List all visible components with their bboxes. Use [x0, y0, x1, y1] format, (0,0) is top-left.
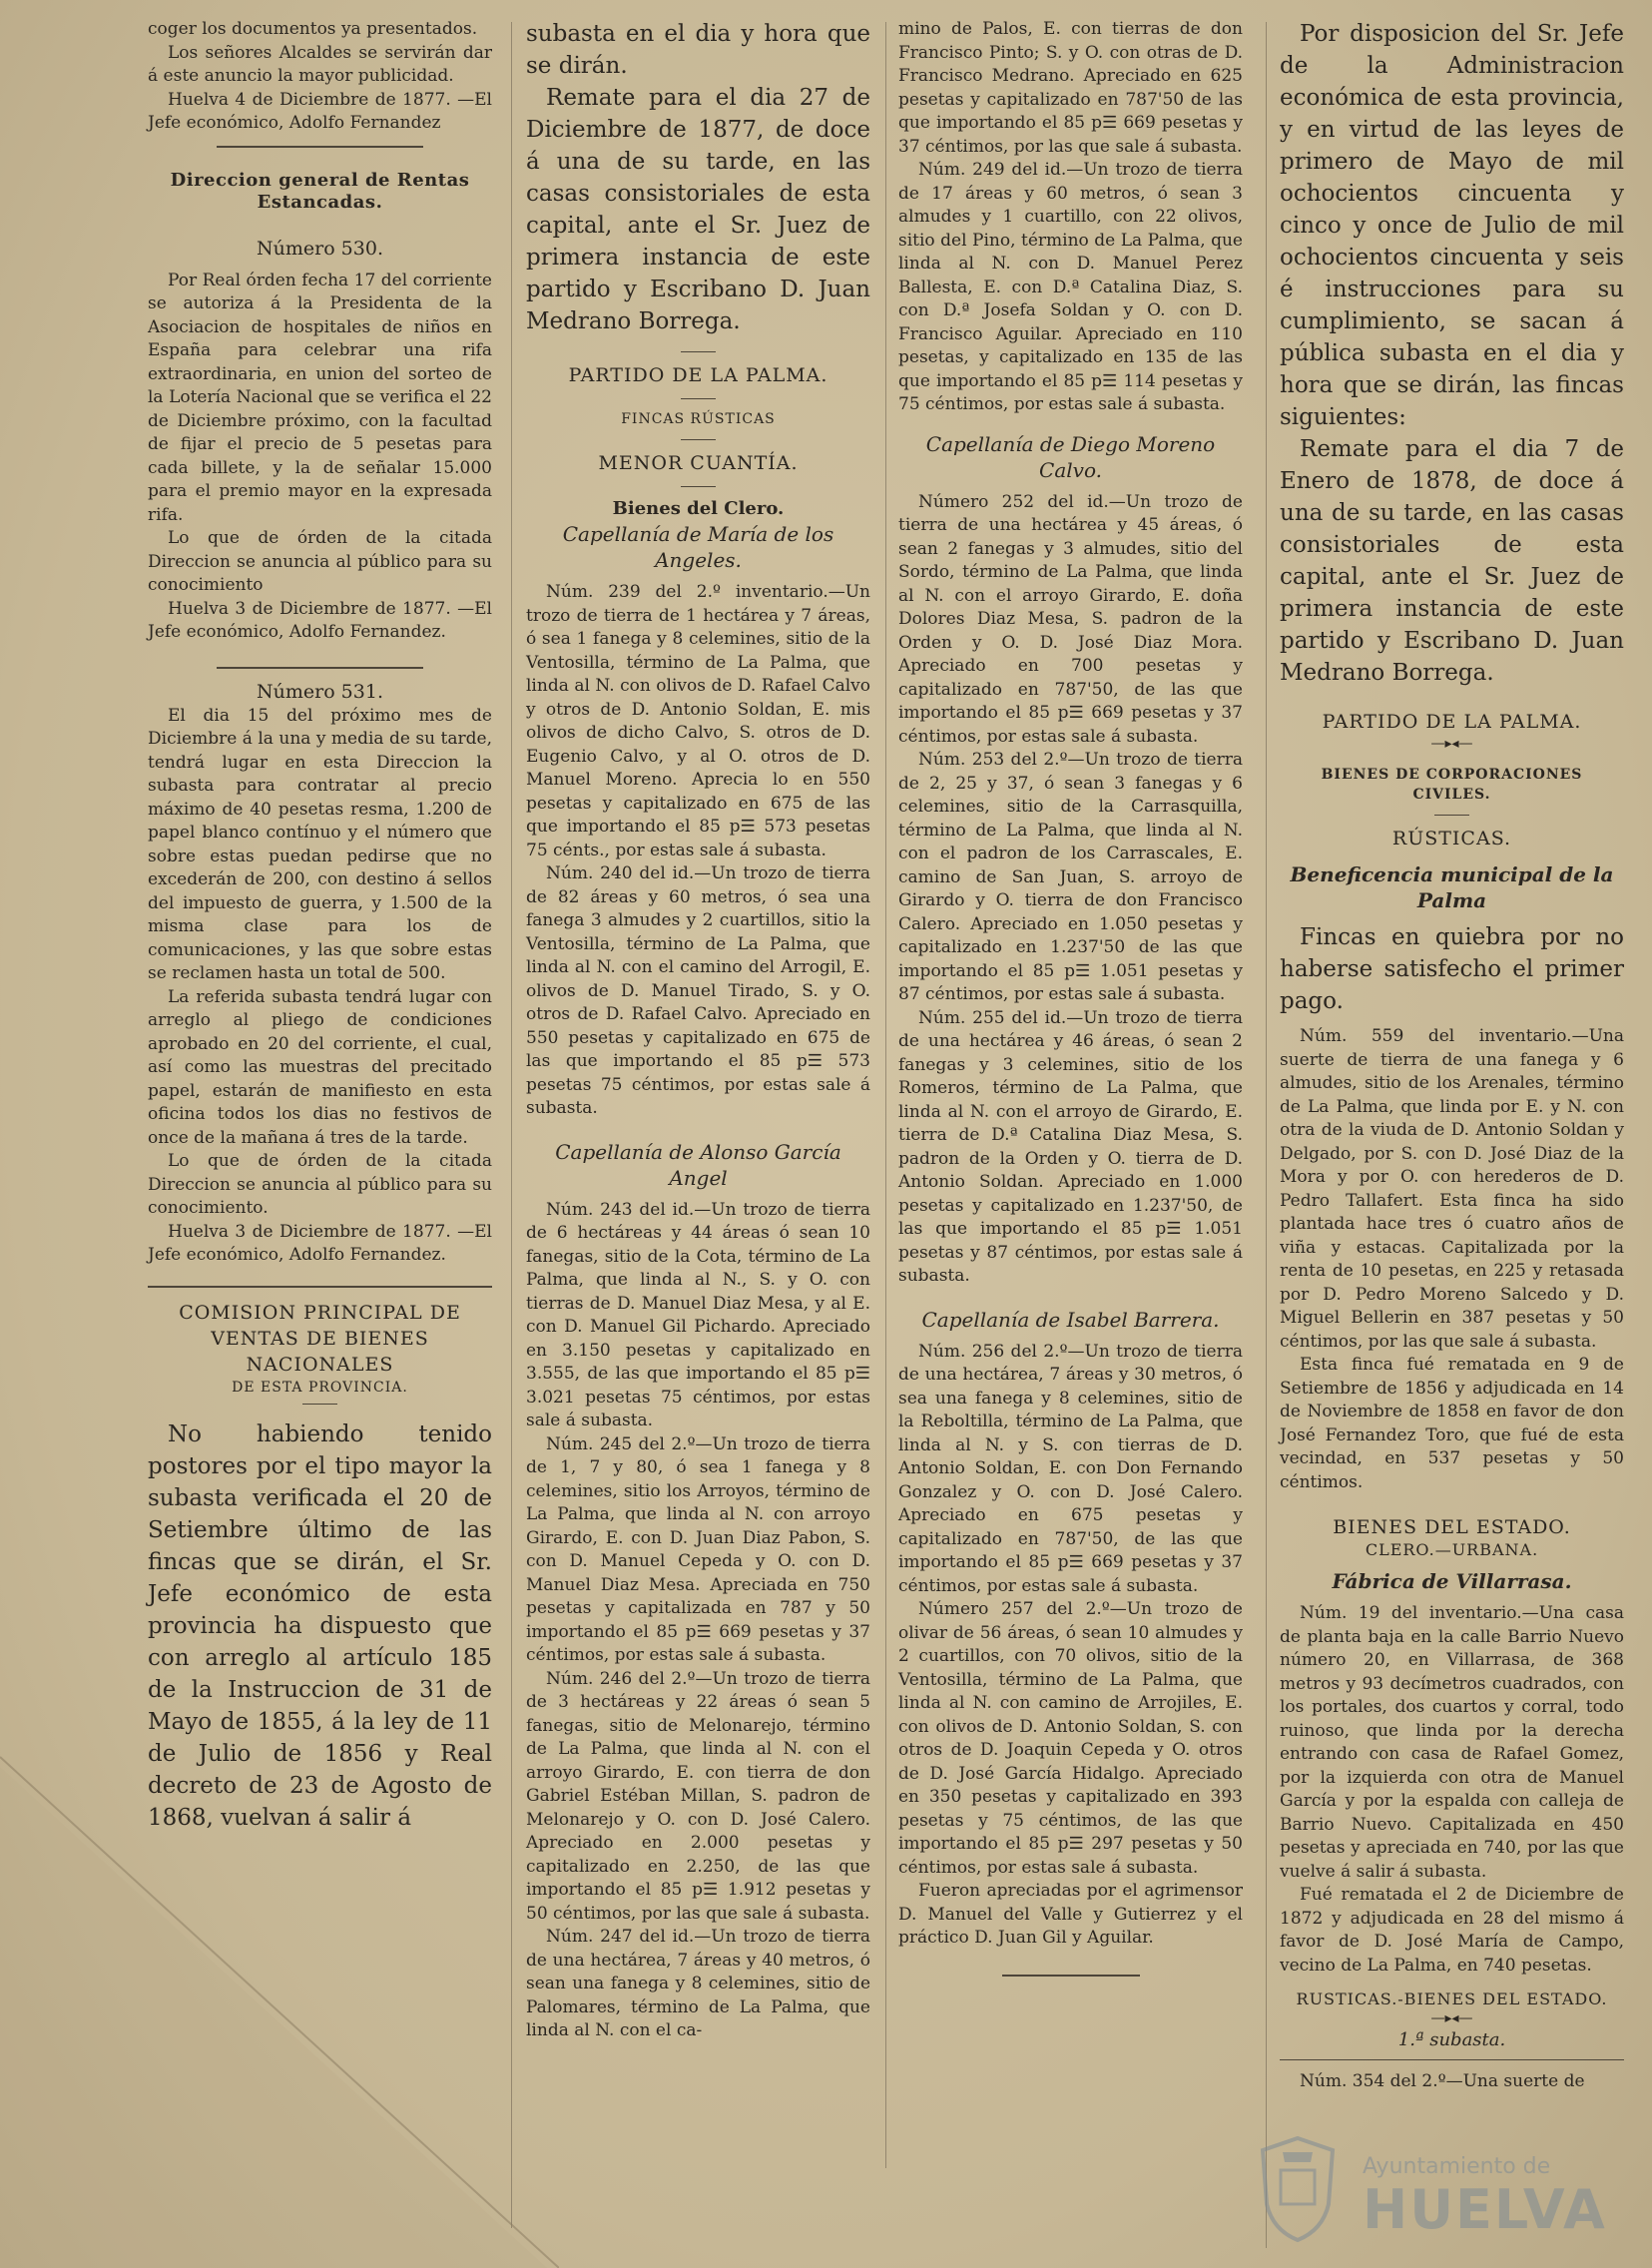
- paragraph: Núm. 243 del id.—Un trozo de tierra de 6 hectáreas y 44 áreas ó sean 10 fanegas, sitio de la Cota, término de La Palma, que linda al N., S. y O. con tierras de D. Manuel Diaz Mesa, y al E. con D. Manuel Gil Pichardo. Apreciado en 3.150 pesetas y capitalizado en 3.555, de las que importando el 85 p☰ 3.021 pesetas 75 céntimos, por estas sale á subasta.: [526, 1199, 870, 1430]
- column-rule: [1266, 22, 1267, 2248]
- paragraph: Núm. 256 del 2.º—Un trozo de tierra de una hectárea, 7 áreas y 30 metros, ó sea una fanega y 8 celemines, sitio de la Reboltilla, término de La Palma, que linda al N. y S. con tierras de D. Antonio Soldan, E. con Don Fernando Gonzalez y O. con D. José Calero. Apreciado en 675 pesetas y capitalizado en 787'50, de las que importando el 85 p☰ 669 pesetas y 37 céntimos, por estas sale á subasta.: [898, 1341, 1243, 1596]
- institution-heading: Fábrica de Villarrasa.: [1332, 1569, 1572, 1593]
- auction-heading: 1.ª subasta.: [1397, 2029, 1506, 2050]
- paragraph: Lo que de órden de la citada Direccion se anuncia al público para su conocimiento.: [148, 1151, 492, 1218]
- divider: [681, 439, 716, 440]
- divider: [1280, 2059, 1624, 2060]
- paragraph: Fueron apreciadas por el agrimensor D. Manuel del Valle y Gutierrez y el práctico D. Juan Gil y Aguilar.: [898, 1881, 1243, 1948]
- paragraph: Número 252 del id.—Un trozo de tierra de una hectárea y 45 áreas, ó sean 2 fanegas y 3 almudes, sitio del Sordo, término de La Palma, que linda al N. con el arroyo Girardo, E. doña Dolores Diaz Mesa, S. padron de la Orden y O. D. José Diaz Mora. Apreciado en 700 pesetas y capitalizado en 787'50, de las que importando el 85 p☰ 669 pesetas y 37 céntimos, por estas sale á subasta.: [898, 491, 1243, 747]
- coat-of-arms-icon: [1253, 2134, 1343, 2244]
- paragraph: El dia 15 del próximo mes de Diciembre á la una y media de su tarde, tendrá lugar en esta Direccion la subasta para contratar al precio máximo de 40 pesetas resma, 1.200 de papel blanco contínuo y el número que sobre estas puedan pedirse que no excederán de 200, con destino á sellos del impuesto de guerra, y 1.500 de la misma clase para los de comunicaciones, y las que sobre estas se reclamen hasta un total de 500.: [148, 705, 492, 983]
- ornament: —▸◂—: [1430, 2010, 1473, 2026]
- watermark: [1253, 2134, 1612, 2244]
- section-heading: RUSTICAS.-BIENES DEL ESTADO.: [1296, 1989, 1608, 2008]
- divider: [1002, 1975, 1140, 1977]
- divider: [681, 486, 716, 487]
- divider: [217, 146, 423, 148]
- section-heading: Direccion general de Rentas Estancadas.: [170, 169, 470, 213]
- divider: [217, 667, 423, 669]
- signature: Huelva 3 de Diciembre de 1877. —El Jefe económico, Adolfo Fernandez.: [148, 598, 492, 642]
- paragraph: Núm. 240 del id.—Un trozo de tierra de 82 áreas y 60 metros, ó sea una fanega 3 almudes y 2 cuartillos, sitio la Ventosilla, término de La Palma, que linda al N. con el camino del Arrogil, E. olivos de D. Manuel Tirado, S. y O. otros de D. Rafael Calvo. Apreciado en 550 pesetas y capitalizado en 675 de las que importando el 85 p☰ 573 pesetas 75 céntimos, por estas sale á subasta.: [526, 863, 870, 1118]
- section-heading: COMISION PRINCIPAL DE VENTAS DE BIENES NACIONALES: [179, 1301, 461, 1376]
- signature: Huelva 4 de Diciembre de 1877. —El Jefe económico, Adolfo Fernandez: [148, 89, 492, 133]
- paragraph: Núm. 354 del 2.º—Una suerte de: [1300, 2071, 1585, 2091]
- divider: [1434, 815, 1469, 816]
- paragraph: Fincas en quiebra por no haberse satisfecho el primer pago.: [1280, 924, 1624, 1014]
- section-heading: BIENES DEL ESTADO.: [1333, 1516, 1571, 1538]
- chaplaincy-heading: Capellanía de María de los Angeles.: [562, 522, 834, 572]
- section-subheading: MENOR CUANTÍA.: [598, 452, 799, 474]
- section-heading: PARTIDO DE LA PALMA.: [568, 364, 828, 386]
- divider: [681, 398, 716, 399]
- paragraph: La referida subasta tendrá lugar con arreglo al pliego de condiciones aprobado en 20 del corriente, el cual, así como las muestras del precitado papel, estarán de manifiesto en esta oficina todos los dias no festivos de once de la mañana á tres de la tarde.: [148, 986, 492, 1148]
- section-subheading: DE ESTA PROVINCIA.: [232, 1379, 408, 1396]
- paragraph: Núm. 559 del inventario.—Una suerte de tierra de una fanega y 6 almudes, sitio de los Arenales, término de La Palma, que linda por E. y N. con otra de la viuda de D. Antonio Soldan y Delgado, por S. con D. José Diaz de la Mora y por O. con herederos de D. Pedro Tallafert. Esta finca ha sido plantada hace tres ó cuatro años de viña y estacas. Capitalizada por la renta de 10 pesetas, en 225 y retasada por D. Pedro Moreno Salcedo y D. Miguel Bellerin en 387 pesetas y 50 céntimos, por las que sale á subasta.: [1280, 1026, 1624, 1352]
- paragraph: Fué rematada el 2 de Diciembre de 1872 y adjudicada en 28 del mismo á favor de D. José María de Campo, vecino de La Palma, en 740 pesetas.: [1280, 1885, 1624, 1976]
- paragraph: Núm. 245 del 2.º—Un trozo de tierra de 1, 7 y 80, ó sea 1 fanega y 8 celemines, sitio los Arroyos, término de La Palma, que linda al N. con arroyo Girardo, E. con D. Juan Diaz Pabon, S. con D. Manuel Cepeda y O. con D. Manuel Diaz Mesa. Apreciada en 750 pesetas y capitalizada en 787 y 50 importando el 85 p☰ 669 pesetas y 37 céntimos, por estas sale á subasta.: [526, 1433, 870, 1665]
- section-subheading: BIENES DE CORPORACIONES CIVILES.: [1321, 767, 1583, 803]
- chaplaincy-heading: Capellanía de Alonso García Angel: [555, 1139, 841, 1190]
- paragraph: Remate para el dia 27 de Diciembre de 1877, de doce á una de su tarde, en las casas consistoriales de esta capital, ante el Sr. Juez de primera instancia de este partido y Escribano D. Juan Medrano Borrega.: [526, 85, 870, 334]
- institution-heading: Beneficencia municipal de la Palma: [1290, 862, 1614, 912]
- paragraph: mino de Palos, E. con tierras de don Francisco Pinto; S. y O. con otras de D. Francisco Medrano. Apreciado en 625 pesetas y capitalizado en 787'50 de las que importando el 85 p☰ 669 pesetas y 37 céntimos, por las que sale á subasta.: [898, 19, 1243, 157]
- column-4: [1280, 18, 1624, 2094]
- paragraph: subasta en el dia y hora que se dirán.: [526, 21, 870, 79]
- paragraph: Núm. 239 del 2.º inventario.—Un trozo de tierra de 1 hectárea y 7 áreas, ó sea 1 fanega y 8 celemines, sitio de la Ventosilla, término de La Palma, que linda al N. con olivos de D. Rafael Calvo y otros de D. Antonio Soldan, E. mis olivos de dicho Calvo, S. otros de D. Eugenio Calvo, y al O. otros de D. Manuel Moreno. Aprecia lo en 550 pesetas y capitalizado en 675 de las que importando el 85 p☰ 573 pesetas 75 cénts., por estas sale á subasta.: [526, 582, 870, 860]
- paragraph: coger los documentos ya presentados.: [148, 19, 478, 39]
- divider: [148, 1286, 492, 1288]
- paragraph: Los señores Alcaldes se servirán dar á este anuncio la mayor publicidad.: [148, 42, 492, 86]
- paragraph: Núm. 249 del id.—Un trozo de tierra de 17 áreas y 60 metros, ó sean 3 almudes y 1 cuartillo, con 22 olivos, sitio del Pino, término de La Palma, que linda al N. con D. Manuel Perez Ballesta, E. con D.ª Catalina Diaz, S. con D.ª Josefa Soldan y O. con D. Francisco Aguilar. Apreciado en 110 pesetas, y capitalizado en 135 de las que importando el 85 p☰ 114 pesetas y 75 céntimos, por estas sale á subasta.: [898, 160, 1243, 414]
- divider: [302, 1404, 337, 1405]
- section-heading: PARTIDO DE LA PALMA.: [1322, 711, 1582, 733]
- paragraph: Por Real órden fecha 17 del corriente se autoriza á la Presidenta de la Asociacion de hospitales de niños en España para celebrar una rifa extraordinaria, en union del sorteo de la Lotería Nacional que se verifica el 22 de Diciembre próximo, con la facultad de fijar el precio de 5 pesetas para cada billete, y la de señalar 15.000 para el premio mayor en la expresada rifa.: [148, 270, 492, 525]
- column-2: [526, 18, 870, 2043]
- paragraph: Por disposicion del Sr. Jefe de la Administracion económica de esta provincia, y en virtud de las leyes de primero de Mayo de mil ochocientos cincuenta y cinco y once de Julio de mil ochocientos cincuenta y seis é instrucciones para su cumplimiento, se sacan á pública subasta en el dia y hora que se dirán, las fincas siguientes:: [1280, 21, 1624, 430]
- paragraph: Esta finca fué rematada en 9 de Setiembre de 1856 y adjudicada en 14 de Noviembre de 1858 en favor de don José Fernandez Toro, que fué de esta vecindad, en 537 pesetas y 50 céntimos.: [1280, 1355, 1624, 1492]
- watermark-line2: HUELVA: [1363, 2178, 1607, 2241]
- section-subheading: RÚSTICAS.: [1391, 828, 1512, 850]
- paragraph: Número 257 del 2.º—Un trozo de olivar de 56 áreas, ó sean 10 almudes y 2 cuartillos, con 70 olivos, sitio de la Ventosilla, término de La Palma, que linda al N. con camino de Arrojiles, E. con olivos de D. Antonio Soldan, S. con otros de D. Joaquin Cepeda y O. otros de D. José García Hidalgo. Apreciado en 350 pesetas y capitalizado en 393 pesetas y 75 céntimos, de las que importando el 85 p☰ 297 pesetas y 50 céntimos, por estas sale á subasta.: [898, 1599, 1243, 1878]
- watermark-line1: Ayuntamiento de: [1363, 2154, 1551, 2179]
- page-fold: [0, 1497, 559, 2268]
- notice-number: Número 530.: [257, 237, 383, 260]
- paragraph: Lo que de órden de la citada Direccion se anuncia al público para su conocimiento: [148, 528, 492, 595]
- section-subheading: FINCAS RÚSTICAS: [621, 411, 776, 427]
- divider: [681, 351, 716, 352]
- chaplaincy-heading: Capellanía de Diego Moreno Calvo.: [925, 431, 1216, 482]
- paragraph: Núm. 253 del 2.º—Un trozo de tierra de 2, 25 y 37, ó sean 3 fanegas y 6 celemines, sitio de la Carrasquilla, término de La Palma, que linda al N. con el padron de los Carrascales, E. camino de San Juan, S. arroyo de Girardo y O. tierra de don Francisco Calero. Apreciado en 1.050 pesetas y capitalizado en 1.237'50 de las que importando el 85 p☰ 1.051 pesetas y 87 céntimos, por estas sale á subasta.: [898, 750, 1243, 1004]
- paragraph: Núm. 247 del id.—Un trozo de tierra de una hectárea, 7 áreas y 40 metros, ó sean una fanega y 8 celemines, sitio de Palomares, término de La Palma, que linda al N. con el ca-: [526, 1927, 870, 2040]
- chaplaincy-heading: Capellanía de Isabel Barrera.: [921, 1307, 1220, 1332]
- notice-number: Número 531.: [257, 680, 383, 703]
- paragraph: Núm. 255 del id.—Un trozo de tierra de una hectárea y 46 áreas, ó sean 2 fanegas y 3 celemines, sitio de los Romeros, término de La Palma, que linda al N. con el arroyo de Girardo, E. tierra de D.ª Catalina Diaz Mesa, S. padron de la Orden y O. tierra de D. Antonio Soldan. Apreciado en 1.000 pesetas y capitalizado en 1.237'50, de las que importando el 85 p☰ 1.051 pesetas y 87 céntimos, por estas sale á subasta.: [898, 1007, 1243, 1286]
- signature: Huelva 3 de Diciembre de 1877. —El Jefe económico, Adolfo Fernandez.: [148, 1221, 492, 1265]
- section-subheading: CLERO.—URBANA.: [1365, 1540, 1539, 1559]
- section-heading: Bienes del Clero.: [612, 498, 785, 519]
- column-3: [898, 18, 1243, 1986]
- paragraph: Remate para el dia 7 de Enero de 1878, de doce á una de su tarde, en las casas consistoriales de esta capital, ante el Sr. Juez de primera instancia de este partido y Escribano D. Juan Medrano Borrega.: [1280, 436, 1624, 686]
- ornament: —▸◂—: [1430, 736, 1473, 752]
- paragraph: Núm. 246 del 2.º—Un trozo de tierra de 3 hectáreas y 22 áreas ó sean 5 fanegas, sitio de Melonarejo, término de La Palma, que linda al N. con el arroyo Girardo, E. con tierra de don Gabriel Estéban Millan, S. padron de Melonarejo y O. con D. José Calero. Apreciado en 2.000 pesetas y capitalizado en 2.250, de las que importando el 85 p☰ 1.912 pesetas y 50 céntimos, por las que sale á subasta.: [526, 1668, 870, 1924]
- paragraph: Núm. 19 del inventario.—Una casa de planta baja en la calle Barrio Nuevo número 20, en Villarrasa, de 368 metros y 93 decímetros cuadrados, con los portales, dos cuartos y corral, todo ruinoso, que linda por la derecha entrando con casa de Rafael Gomez, por la izquierda con otra de Manuel García y por la espalda con calleja de Barrio Nuevo. Capitalizada en 450 pesetas y apreciada en 740, por las que vuelve á salir á subasta.: [1280, 1603, 1624, 1882]
- column-rule: [885, 22, 886, 2168]
- paragraph: No habiendo tenido postores por el tipo mayor la subasta verificada el 20 de Setiembre último de las fincas que se dirán, el Sr. Jefe económico de esta provincia ha dispuesto que con arreglo al artículo 185 de la Instruccion de 31 de Mayo de 1855, á la ley de 11 de Julio de 1856 y Real decreto de 23 de Agosto de 1868, vuelvan á salir á: [148, 1420, 492, 1831]
